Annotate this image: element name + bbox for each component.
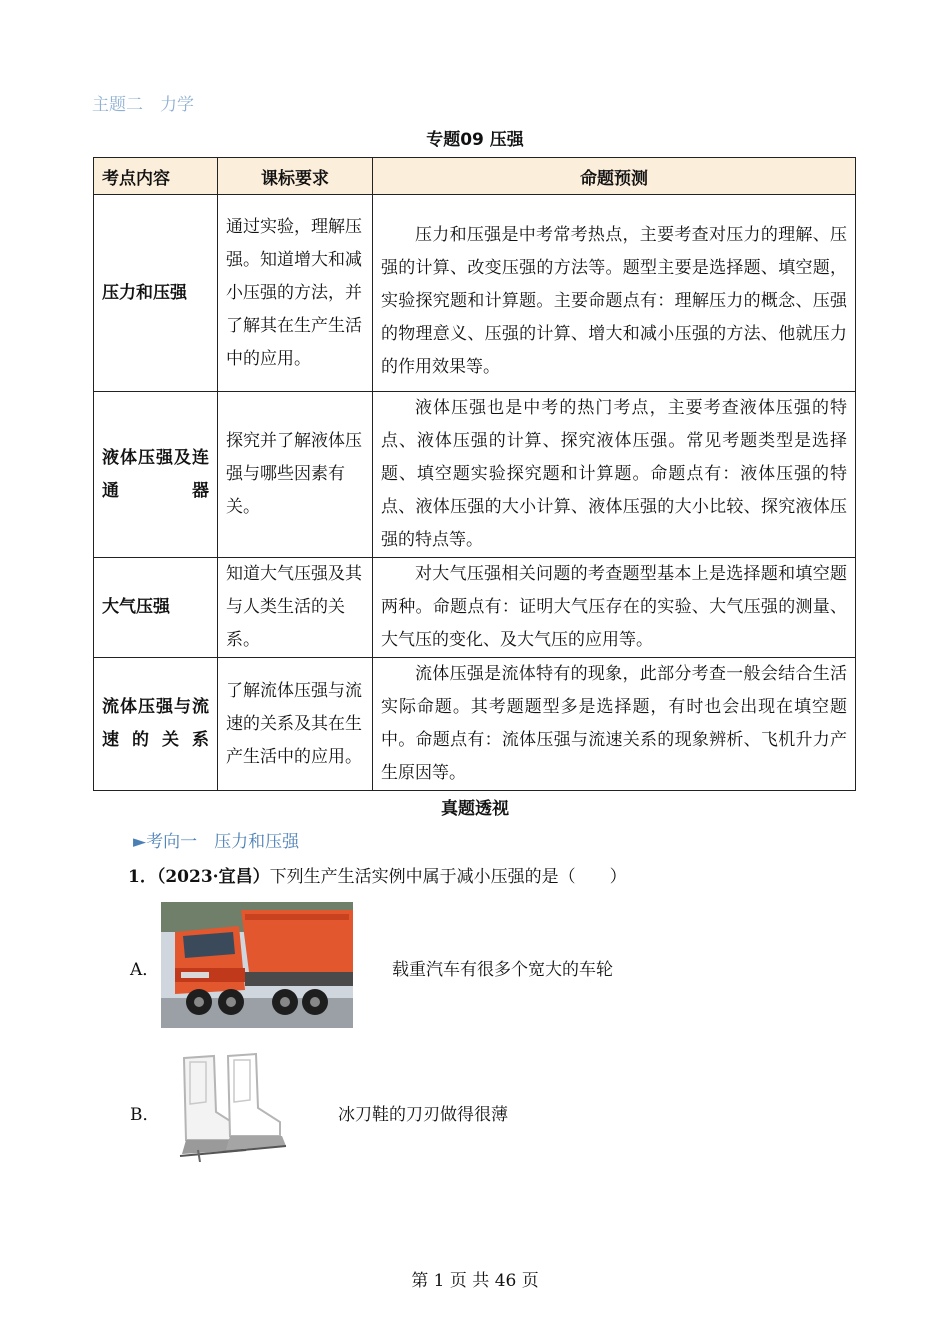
page-footer: 第 1 页 共 46 页: [411, 1271, 539, 1291]
question-number: 1．: [128, 867, 157, 887]
option-b-text: 冰刀鞋的刀刃做得很薄: [338, 1105, 508, 1125]
question-source: （2023·宜昌）: [156, 867, 270, 887]
ice-skates-image: [176, 1052, 288, 1162]
header-topic: 考点内容: [94, 158, 218, 195]
header-requirement: 课标要求: [218, 158, 373, 195]
table-row: [94, 195, 856, 392]
row-requirement: 知道大气压强及其与人类生活的关系。: [218, 558, 373, 658]
option-a-text: 载重汽车有很多个宽大的车轮: [392, 960, 613, 980]
row-topic: 流体压强与流速的关系: [94, 658, 218, 791]
option-a-letter: A．: [130, 960, 160, 980]
question-stem: [128, 862, 627, 887]
theme-header: 主题二 力学: [92, 95, 194, 115]
option-b-letter: B．: [130, 1105, 160, 1125]
row-prediction: 对大气压强相关问题的考查题型基本上是选择题和填空题两种。命题点有：证明大气压存在的实验、大气压强的测量、大气压的变化、及大气压的应用等。: [373, 558, 856, 658]
row-topic: 压力和压强: [94, 195, 218, 392]
row-requirement: 了解流体压强与流速的关系及其在生产生活中的应用。: [218, 658, 373, 791]
row-prediction: 流体压强是流体特有的现象，此部分考查一般会结合生活实际命题。其考题题型多是选择题，有时也会出现在填空题中。命题点有：流体压强与流速关系的现象辨析、飞机升力产生原因等。: [373, 658, 856, 791]
direction-heading: ►考向一 压力和压强: [133, 832, 300, 852]
row-topic: 大气压强: [94, 558, 218, 658]
row-requirement: 探究并了解液体压强与哪些因素有关。: [218, 392, 373, 558]
question-text: 下列生产生活实例中属于减小压强的是（ ）: [269, 867, 627, 887]
syllabus-table: [93, 157, 856, 791]
row-topic: 液体压强及连通器: [94, 392, 218, 558]
section-title: 真题透视: [441, 799, 509, 819]
row-prediction: 液体压强也是中考的热门考点，主要考查液体压强的特点、液体压强的计算、探究液体压强。常见考题类型是选择题、填空题实验探究题和计算题。命题点有：液体压强的特点、液体压强的大小计算、液体压强的大小比较、探究液体压强的特点等。: [373, 392, 856, 558]
row-requirement: 通过实验，理解压强。知道增大和减小压强的方法，并了解其在生产生活中的应用。: [218, 195, 373, 392]
table-row: [94, 558, 856, 658]
table-row: [94, 658, 856, 791]
header-prediction: 命题预测: [373, 158, 856, 195]
row-prediction: 压力和压强是中考常考热点，主要考查对压力的理解、压强的计算、改变压强的方法等。题型主要是选择题、填空题，实验探究题和计算题。主要命题点有：理解压力的概念、压强的物理意义、压强的计算、增大和减小压强的方法、他就压力的作用效果等。: [373, 195, 856, 392]
table-header-row: [94, 158, 856, 195]
document-title: 专题09 压强: [426, 130, 524, 150]
dump-truck-image: [161, 902, 353, 1028]
table-row: [94, 392, 856, 558]
